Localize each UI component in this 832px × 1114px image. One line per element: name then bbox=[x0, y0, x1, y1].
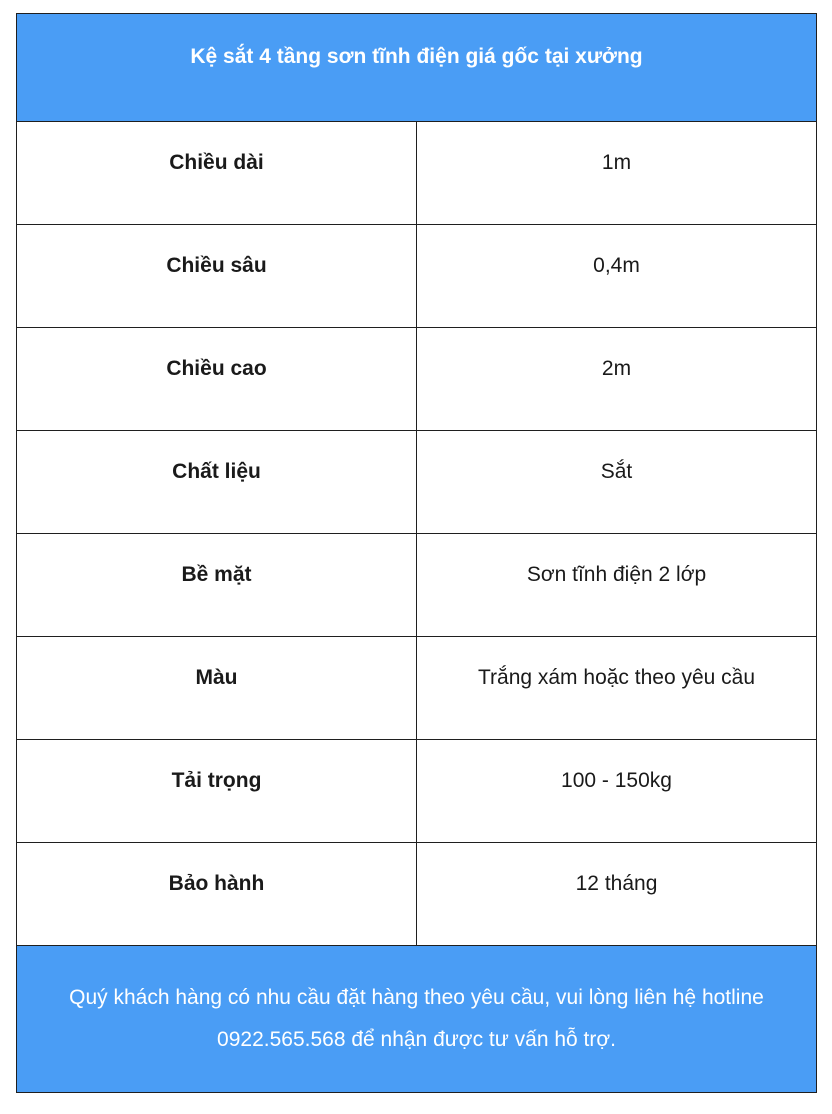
table-title: Kệ sắt 4 tầng sơn tĩnh điện giá gốc tại xưởng bbox=[17, 14, 817, 122]
spec-row-length bbox=[17, 122, 817, 225]
spec-row-color bbox=[17, 637, 817, 740]
spec-value: 1m bbox=[417, 122, 817, 225]
spec-value: Trắng xám hoặc theo yêu cầu bbox=[417, 637, 817, 740]
spec-label: Chiều cao bbox=[17, 328, 417, 431]
spec-label: Bảo hành bbox=[17, 843, 417, 946]
spec-row-height bbox=[17, 328, 817, 431]
spec-value: Sơn tĩnh điện 2 lớp bbox=[417, 534, 817, 637]
spec-row-depth bbox=[17, 225, 817, 328]
spec-row-surface bbox=[17, 534, 817, 637]
spec-value: 12 tháng bbox=[417, 843, 817, 946]
spec-row-load bbox=[17, 740, 817, 843]
spec-value: 2m bbox=[417, 328, 817, 431]
spec-label: Bề mặt bbox=[17, 534, 417, 637]
spec-row-material bbox=[17, 431, 817, 534]
spec-value: 0,4m bbox=[417, 225, 817, 328]
table-footer-row bbox=[17, 946, 817, 1093]
spec-label: Chiều dài bbox=[17, 122, 417, 225]
contact-note: Quý khách hàng có nhu cầu đặt hàng theo yêu cầu, vui lòng liên hệ hotline 0922.565.568 để nhận được tư vấn hỗ trợ. bbox=[17, 946, 817, 1093]
spec-label: Tải trọng bbox=[17, 740, 417, 843]
spec-value: Sắt bbox=[417, 431, 817, 534]
table-header-row bbox=[17, 14, 817, 122]
spec-label: Chiều sâu bbox=[17, 225, 417, 328]
spec-value: 100 - 150kg bbox=[417, 740, 817, 843]
spec-row-warranty bbox=[17, 843, 817, 946]
spec-label: Chất liệu bbox=[17, 431, 417, 534]
spec-label: Màu bbox=[17, 637, 417, 740]
spec-table bbox=[16, 13, 817, 1093]
